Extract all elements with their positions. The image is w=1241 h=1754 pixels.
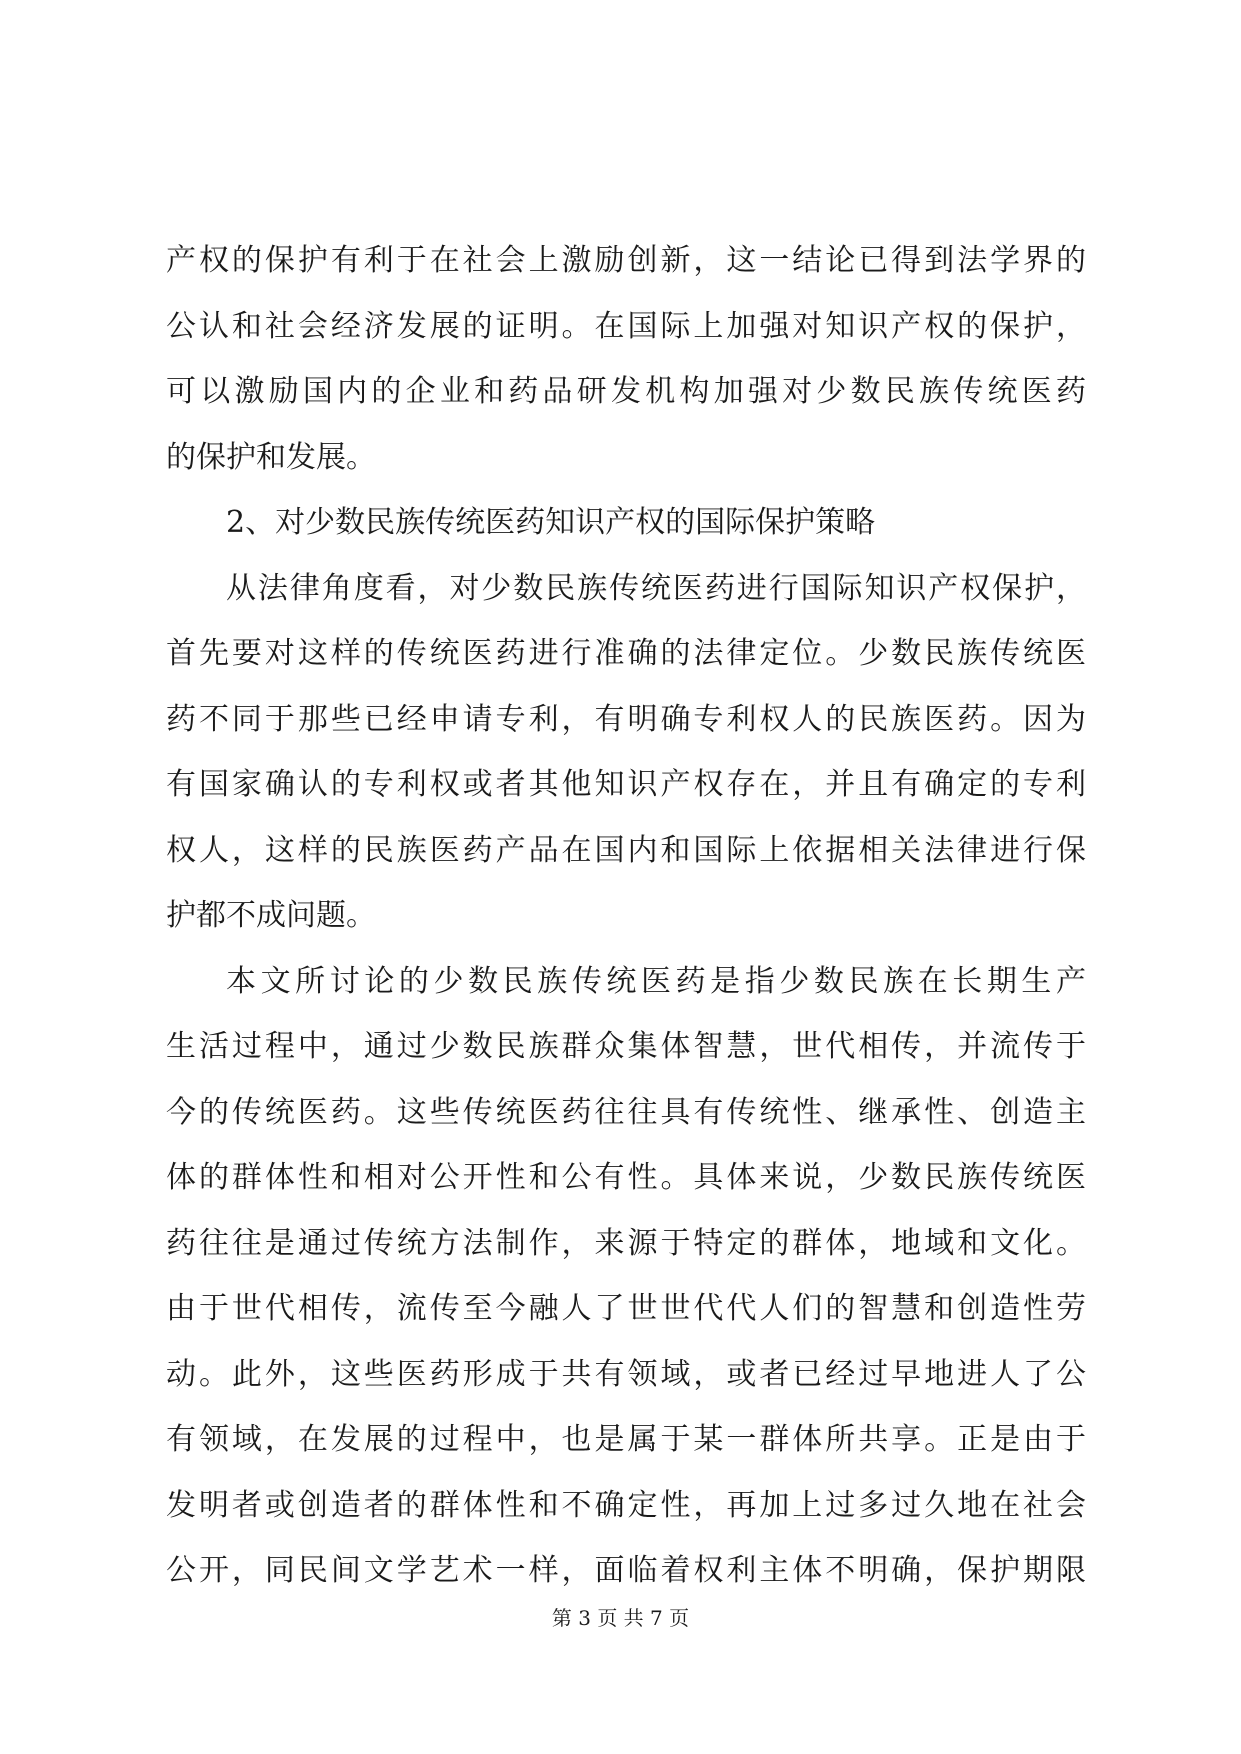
text-line: 动。此外，这些医药形成于共有领域，或者已经过早地进人了公 bbox=[166, 1356, 1086, 1392]
text-line: 护都不成问题。 bbox=[166, 898, 376, 933]
text-line: 由于世代相传，流传至今融人了世世代代人们的智慧和创造性劳 bbox=[166, 1291, 1086, 1326]
text-line: 产权的保护有利于在社会上激励创新，这一结论已得到法学界的 bbox=[166, 243, 1086, 278]
text-line: 今的传统医药。这些传统医药往往具有传统性、继承性、创造主 bbox=[166, 1094, 1086, 1130]
paragraph bbox=[166, 228, 1086, 490]
paragraph bbox=[166, 949, 1086, 1604]
text-line: 权人，这样的民族医药产品在国内和国际上依据相关法律进行保 bbox=[166, 832, 1086, 868]
text-line: 有国家确认的专利权或者其他知识产权存在，并且有确定的专利 bbox=[166, 767, 1086, 802]
text-line: 有领域，在发展的过程中，也是属于某一群体所共享。正是由于 bbox=[166, 1422, 1086, 1457]
text-line: 可以激励国内的企业和药品研发机构加强对少数民族传统医药 bbox=[166, 374, 1086, 409]
text-line: 首先要对这样的传统医药进行准确的法律定位。少数民族传统医 bbox=[166, 636, 1086, 671]
text-line: 发明者或创造者的群体性和不确定性，再加上过多过久地在社会 bbox=[166, 1487, 1086, 1523]
text-line: 从法律角度看，对少数民族传统医药进行国际知识产权保护， bbox=[226, 570, 1086, 606]
text-line: 公认和社会经济发展的证明。在国际上加强对知识产权的保护， bbox=[166, 308, 1086, 344]
page-number-label: 第 3 页 共 7 页 bbox=[551, 1606, 690, 1630]
paragraph bbox=[166, 556, 1086, 949]
page-footer bbox=[0, 1604, 1241, 1632]
text-line: 药往往是通过传统方法制作，来源于特定的群体，地域和文化。 bbox=[166, 1225, 1086, 1261]
text-line: 的保护和发展。 bbox=[166, 439, 376, 475]
text-line: 公开，同民间文学艺术一样，面临着权利主体不明确，保护期限 bbox=[166, 1553, 1086, 1588]
heading-line: 2、对少数民族传统医药知识产权的国际保护策略 bbox=[226, 505, 876, 540]
text-line: 本文所讨论的少数民族传统医药是指少数民族在长期生产 bbox=[226, 963, 1086, 999]
body-text bbox=[166, 228, 1086, 1604]
section-heading bbox=[166, 490, 1086, 556]
text-line: 药不同于那些已经申请专利，有明确专利权人的民族医药。因为 bbox=[166, 701, 1086, 737]
text-line: 生活过程中，通过少数民族群众集体智慧，世代相传，并流传于 bbox=[166, 1029, 1086, 1064]
text-line: 体的群体性和相对公开性和公有性。具体来说，少数民族传统医 bbox=[166, 1160, 1086, 1195]
